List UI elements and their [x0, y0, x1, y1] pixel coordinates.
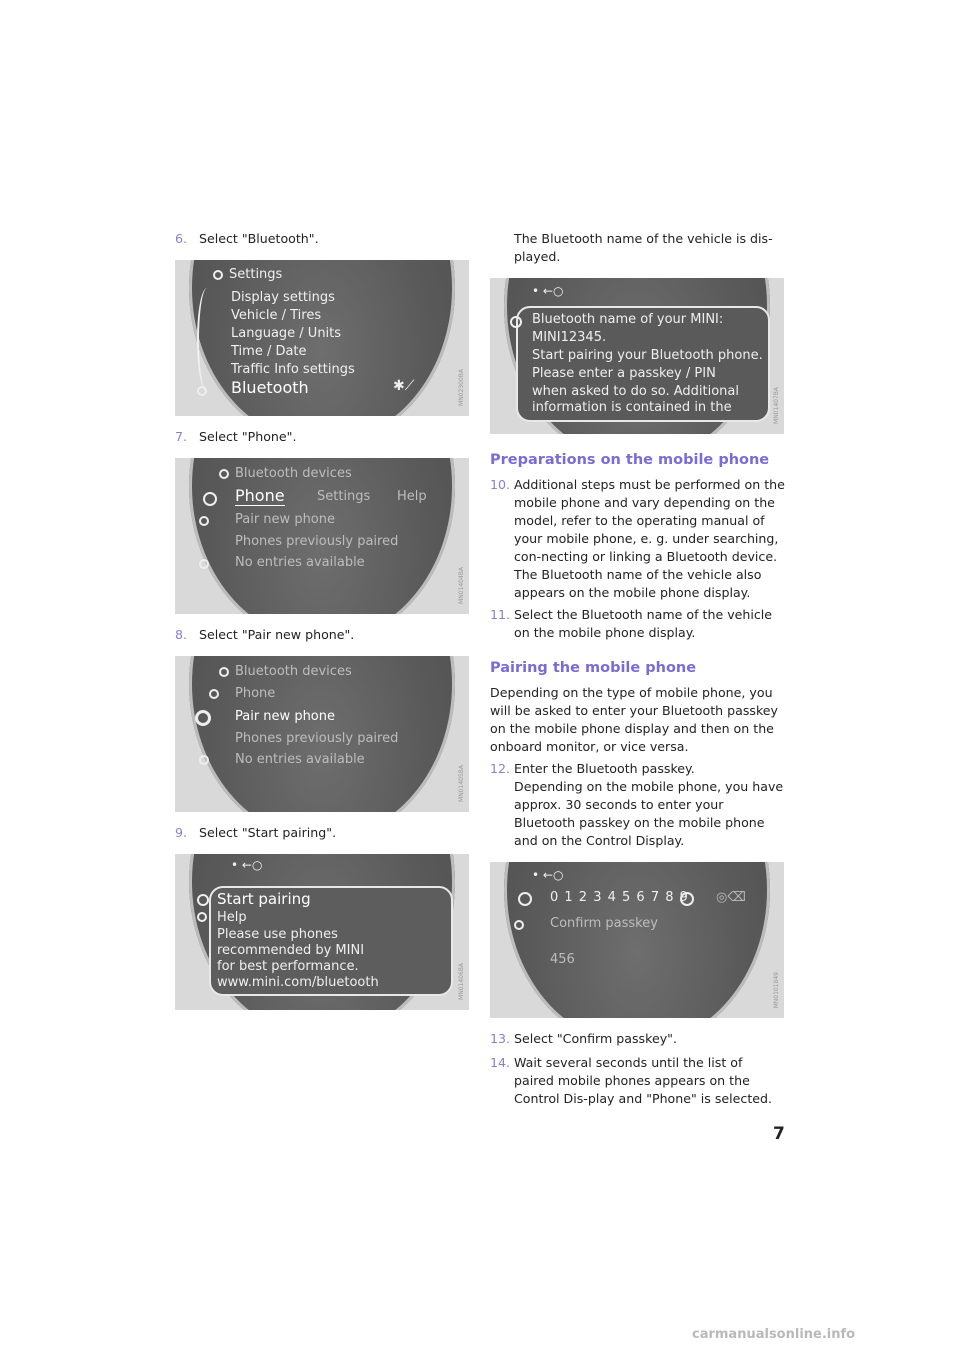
back-arrow-icon: • ←○ [532, 868, 564, 882]
phone-icon [209, 689, 219, 699]
menu-item-no-entries: No entries available [235, 752, 365, 767]
step-12-sub: Depending on the mobile phone, you have approx. 30 seconds to enter your Bluetooth passkey on the mobile phone and on the Control Display. [514, 779, 784, 848]
step-7 [175, 428, 470, 446]
menu-item-confirm-passkey: Confirm passkey [550, 916, 658, 931]
digit-selector: 0 1 2 3 4 5 6 7 8 9 [550, 890, 689, 905]
image-code: MN02300BA [458, 369, 465, 406]
step-number: 7. [175, 429, 188, 444]
note-line: Please use phones [217, 927, 338, 942]
backspace-icon: ◎⌫ [716, 890, 746, 905]
entries-icon [199, 559, 209, 569]
menu-item-traffic-info: Traffic Info settings [231, 362, 355, 377]
menu-title: Settings [229, 267, 283, 282]
step-text [514, 760, 786, 850]
info-line: Start pairing your Bluetooth phone. [532, 348, 763, 363]
menu-item-phones-previously-paired: Phones previously paired [235, 534, 399, 549]
menu-item-no-entries: No entries available [235, 555, 365, 570]
screenshot-start-pairing [175, 854, 469, 1010]
step-text: Wait several seconds until the list of paired mobile phones appears on the Control Dis-play and "Phone" is selected. [514, 1055, 773, 1106]
step-number: 8. [175, 627, 188, 642]
step-text: Select "Phone". [199, 429, 297, 444]
screenshot-settings-menu [175, 260, 469, 416]
selector-knob-icon [197, 386, 207, 396]
note-url: www.mini.com/bluetooth [217, 975, 379, 990]
right-column [490, 230, 786, 1108]
step-number: 6. [175, 231, 188, 246]
digit-end-icon [680, 892, 694, 906]
image-code: MN0101849 [773, 971, 780, 1008]
image-code: MN01407BA [773, 387, 780, 424]
heading-preparations: Preparations on the mobile phone [490, 452, 770, 468]
bluetooth-icon: ✱⟋ [393, 378, 415, 394]
tab-settings: Settings [317, 489, 371, 504]
step-text: Select "Start pairing". [199, 825, 337, 840]
bluetooth-devices-icon [219, 667, 229, 677]
info-line: when asked to do so. Additional [532, 384, 739, 399]
tab-help: Help [397, 489, 427, 504]
back-arrow-icon: • ←○ [532, 284, 564, 298]
selector-knob-icon [203, 492, 217, 506]
step-text: Additional steps must be performed on the mobile phone and vary depending on the model, refer to the operating manual of your mobile phone, e. g. under searching, con-necting or linking a Bluetooth device. The Bluetooth name of the vehicle also appears on the mobile phone display. [514, 477, 785, 600]
step-text: Select "Confirm passkey". [514, 1031, 677, 1046]
tab-phone: Phone [235, 486, 285, 505]
menu-header: Bluetooth devices [235, 664, 352, 679]
menu-item-pair-new-phone: Pair new phone [235, 512, 335, 527]
step-number: 11. [490, 607, 511, 622]
info-line: Bluetooth name of your MINI: [532, 312, 724, 327]
info-line-vehicle-name: MINI12345. [532, 330, 607, 345]
step-10 [490, 476, 786, 602]
step-13 [490, 1030, 786, 1048]
entries-icon [199, 755, 209, 765]
step-number: 9. [175, 825, 188, 840]
step-number: 14. [490, 1055, 511, 1070]
back-arrow-icon: • ←○ [231, 858, 263, 872]
menu-item-language-units: Language / Units [231, 326, 342, 341]
step-number: 10. [490, 477, 511, 492]
menu-item-help: Help [217, 910, 247, 925]
help-icon [197, 912, 207, 922]
display-disc [504, 862, 770, 1018]
step-text: Select "Pair new phone". [199, 627, 355, 642]
selector-knob-icon [518, 892, 532, 906]
step-14 [490, 1054, 786, 1108]
menu-header: Bluetooth devices [235, 466, 352, 481]
image-code: MN01405BA [458, 765, 465, 802]
selector-knob-icon [510, 316, 522, 328]
menu-item-vehicle-tires: Vehicle / Tires [231, 308, 322, 323]
screenshot-phone-menu [175, 458, 469, 614]
left-column [175, 230, 470, 1010]
image-code: MN01404BA [458, 567, 465, 604]
heading-pairing: Pairing the mobile phone [490, 660, 697, 676]
screenshot-bluetooth-name [490, 278, 784, 434]
info-line: information is contained in the [532, 400, 732, 415]
screenshot-passkey [490, 862, 784, 1018]
screenshot-pair-new-phone [175, 656, 469, 812]
pairing-intro: Depending on the type of mobile phone, you will be asked to enter your Bluetooth passkey on the mobile phone display and then on the onboard monitor, or vice versa. [490, 685, 778, 754]
menu-item-pair-new-phone-selected: Pair new phone [235, 709, 335, 724]
step-text: Select "Bluetooth". [199, 231, 319, 246]
page-number: 7 [773, 1124, 785, 1144]
note-line: for best performance. [217, 959, 359, 974]
step-9 [175, 824, 470, 842]
step-12-main: Enter the Bluetooth passkey. [514, 761, 695, 776]
watermark: carmanualsonline.info [692, 1327, 856, 1342]
note-line: recommended by MINI [217, 943, 365, 958]
selector-knob-icon [195, 710, 211, 726]
step-12 [490, 760, 786, 850]
image-code: MN01406BA [458, 963, 465, 1000]
menu-item-phones-previously-paired: Phones previously paired [235, 731, 399, 746]
confirm-icon [514, 920, 524, 930]
pair-new-icon [199, 516, 209, 526]
selector-knob-icon [197, 894, 209, 906]
info-line: Please enter a passkey / PIN [532, 366, 716, 381]
step-11 [490, 606, 786, 642]
menu-item-display-settings: Display settings [231, 290, 335, 305]
menu-item-phone: Phone [235, 686, 276, 701]
settings-icon [213, 270, 223, 280]
menu-item-bluetooth-selected: Bluetooth [231, 378, 309, 397]
menu-item-time-date: Time / Date [231, 344, 307, 359]
menu-item-start-pairing: Start pairing [217, 890, 311, 908]
step-number: 12. [490, 761, 511, 776]
step-6 [175, 230, 470, 248]
step-8 [175, 626, 470, 644]
step-text: Select the Bluetooth name of the vehicle on the mobile phone display. [514, 607, 773, 640]
step-number: 13. [490, 1031, 511, 1046]
controller-arc [197, 288, 217, 392]
step-9-note: The Bluetooth name of the vehicle is dis-played. [514, 231, 773, 264]
entered-passkey: 456 [550, 952, 575, 967]
bluetooth-devices-icon [219, 469, 229, 479]
